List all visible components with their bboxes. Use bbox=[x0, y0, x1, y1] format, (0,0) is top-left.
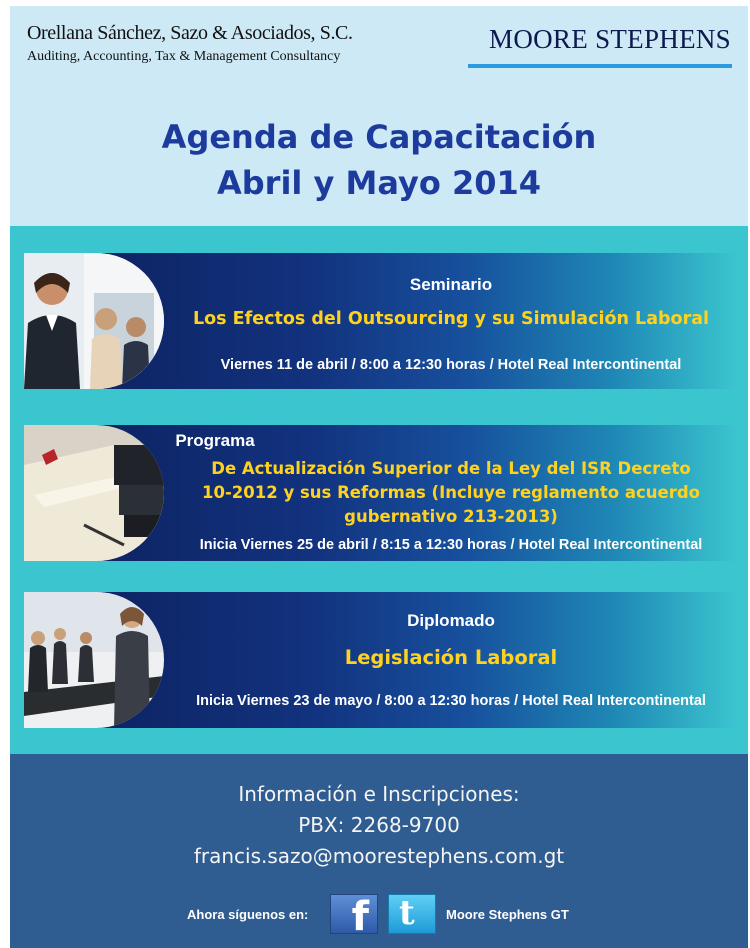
event-title: Legislación Laboral bbox=[344, 646, 558, 669]
event-card-seminario bbox=[24, 253, 738, 389]
event-title-line-2: 10-2012 y sus Reformas (Incluye reglamento acuerdo bbox=[201, 483, 700, 502]
header bbox=[10, 6, 748, 226]
call-center-team-photo bbox=[24, 253, 164, 389]
event-kind-label: Seminario bbox=[409, 275, 493, 294]
twitter-icon[interactable] bbox=[388, 894, 436, 934]
brand-logo: MOORE STEPHENS bbox=[489, 24, 731, 54]
email-link[interactable]: francis.sazo@moorestephens.com.gt bbox=[193, 844, 565, 868]
social-handle: Moore Stephens GT bbox=[446, 907, 569, 922]
facebook-glyph: f bbox=[351, 894, 369, 940]
firm-subtitle: Auditing, Accounting, Tax & Management Consultancy bbox=[27, 49, 341, 64]
event-card-diplomado bbox=[24, 592, 738, 728]
event-kind-label: Programa bbox=[175, 431, 255, 450]
event-schedule: Inicia Viernes 23 de mayo / 8:00 a 12:30 horas / Hotel Real Intercontinental bbox=[196, 693, 706, 709]
brand-underline bbox=[468, 64, 732, 68]
event-schedule: Viernes 11 de abril / 8:00 a 12:30 horas / Hotel Real Intercontinental bbox=[220, 357, 682, 373]
follow-label: Ahora síguenos en: bbox=[187, 907, 309, 922]
business-meeting-photo bbox=[24, 592, 164, 728]
twitter-glyph: t bbox=[399, 893, 415, 933]
page-title: Agenda de Capacitación bbox=[161, 118, 597, 156]
firm-name: Orellana Sánchez, Sazo & Asociados, S.C. bbox=[27, 22, 353, 44]
event-title: Los Efectos del Outsourcing y su Simulación Laboral bbox=[192, 309, 710, 329]
event-kind-label: Diplomado bbox=[407, 611, 495, 630]
event-schedule: Inicia Viernes 25 de abril / 8:15 a 12:30 horas / Hotel Real Intercontinental bbox=[199, 537, 703, 553]
event-card-programa bbox=[24, 425, 738, 561]
phone-number: PBX: 2268-9700 bbox=[298, 813, 460, 837]
social-bar bbox=[10, 892, 748, 940]
event-title-line-3: gubernativo 213-2013) bbox=[344, 507, 558, 526]
footer bbox=[10, 754, 748, 948]
facebook-icon[interactable] bbox=[330, 894, 378, 940]
page-subtitle: Abril y Mayo 2014 bbox=[216, 164, 542, 202]
event-title-line-1: De Actualización Superior de la Ley del ISR Decreto bbox=[211, 459, 691, 478]
info-title: Información e Inscripciones: bbox=[238, 782, 520, 806]
